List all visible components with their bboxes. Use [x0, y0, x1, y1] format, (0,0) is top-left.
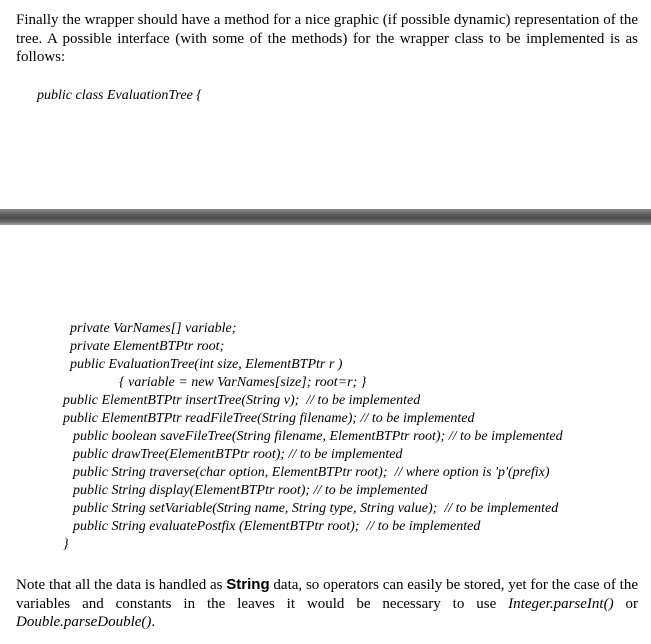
code-line-save-file-tree: public boolean saveFileTree(String filename, ElementBTPtr root); // to be implemented: [73, 429, 563, 444]
code-line-closing-brace: }: [63, 537, 69, 552]
intro-paragraph: Finally the wrapper should have a method for a nice graphic (if possible dynamic) representation of the tree. A possible interface (with some of the methods) for the wrapper class to be implemented is as follows:: [16, 12, 638, 65]
code-line-root: private ElementBTPtr root;: [70, 339, 225, 354]
code-line-set-variable: public String setVariable(String name, String type, String value); // to be implemented: [73, 501, 559, 516]
note-string-keyword: String: [226, 576, 270, 593]
note-text-4: .: [151, 614, 156, 630]
code-line-evaluate-postfix: public String evaluatePostfix (ElementBTPtr root); // to be implemented: [73, 519, 481, 534]
code-line-constructor-body: { variable = new VarNames[size]; root=r; }: [119, 375, 367, 390]
code-line-constructor: public EvaluationTree(int size, ElementBTPtr r ): [70, 357, 343, 372]
note-text-2: data, so operators can easily be stored, yet for the case of the variables and constants in the leaves it would be necessary to use: [16, 577, 638, 612]
note-method-parse-int: Integer.parseInt(): [508, 595, 614, 612]
code-line-traverse: public String traverse(char option, ElementBTPtr root); // where option is 'p'(prefix): [73, 465, 550, 480]
note-paragraph: [16, 576, 638, 632]
class-declaration: public class EvaluationTree {: [37, 88, 202, 103]
code-line-variable: private VarNames[] variable;: [70, 321, 237, 336]
note-text-1: Note that all the data is handled as: [16, 577, 227, 593]
note-text-3: or: [613, 595, 638, 612]
code-line-read-file-tree: public ElementBTPtr readFileTree(String filename); // to be implemented: [63, 411, 475, 426]
code-line-draw-tree: public drawTree(ElementBTPtr root); // to be implemented: [73, 447, 403, 462]
note-method-parse-double: Double.parseDouble(): [16, 614, 152, 630]
code-line-display: public String display(ElementBTPtr root); // to be implemented: [73, 483, 428, 498]
code-line-insert-tree: public ElementBTPtr insertTree(String v); // to be implemented: [63, 393, 421, 408]
page-break-bar: [0, 209, 651, 225]
